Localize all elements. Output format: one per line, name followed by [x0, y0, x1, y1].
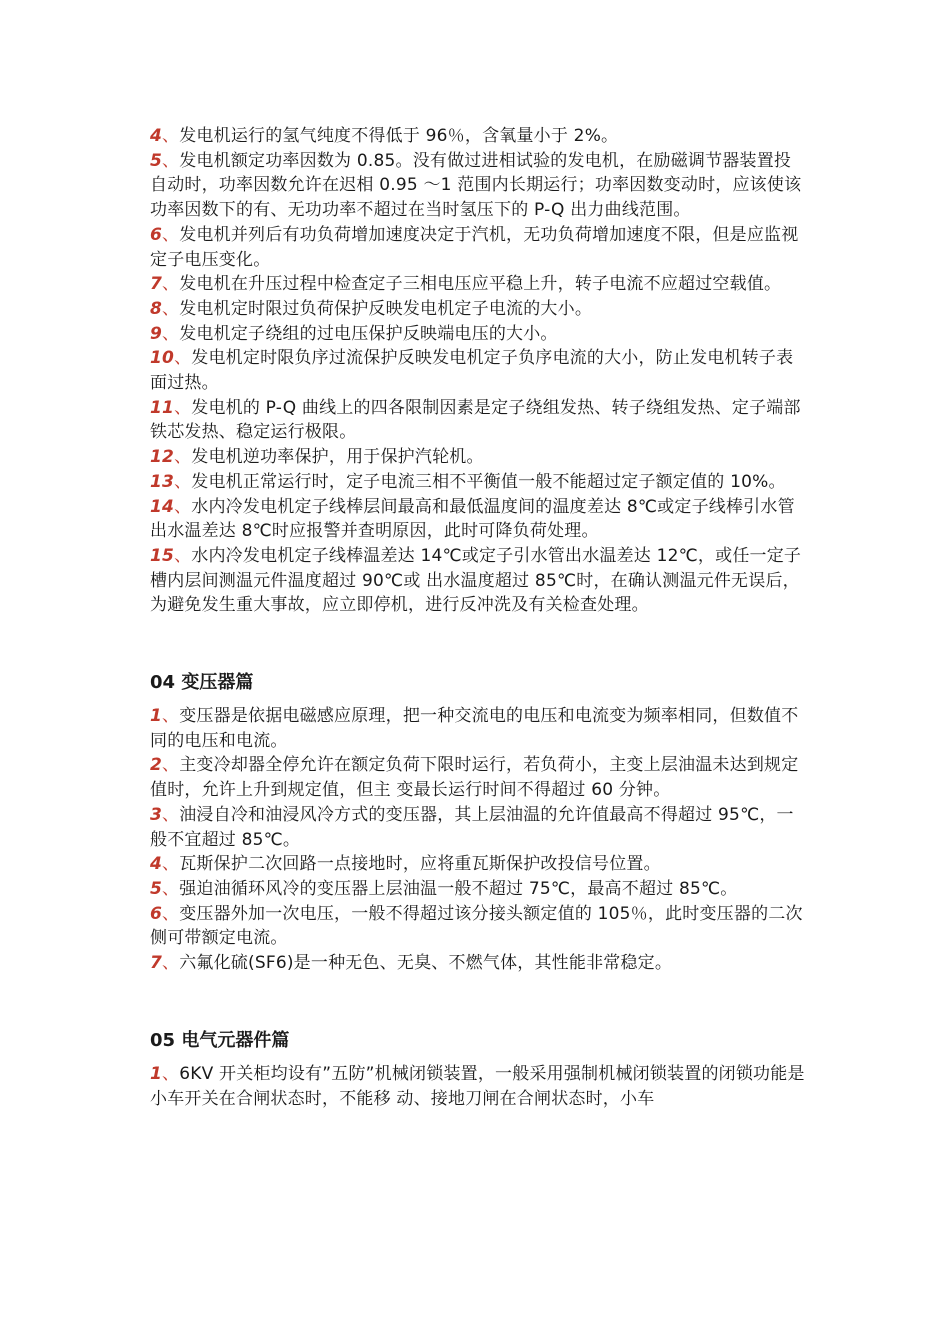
list-item — [150, 951, 805, 976]
list-item — [150, 495, 805, 544]
item-text: 水内冷发电机定子线棒层间最高和最低温度间的温度差达 8℃或定子线棒引水管出水温差达 8℃时应报警并查明原因，此时可降负荷处理。 — [150, 496, 795, 542]
item-number: 4 — [150, 854, 163, 875]
item-separator: 、 — [162, 298, 180, 319]
item-separator: 、 — [162, 878, 180, 899]
item-number: 15 — [150, 545, 175, 566]
item-number: 6 — [150, 903, 163, 924]
item-number: 13 — [150, 471, 175, 492]
list-item — [150, 704, 805, 753]
list-item — [150, 322, 805, 347]
item-text: 强迫油循环风冷的变压器上层油温一般不超过 75℃，最高不超过 85℃。 — [179, 878, 738, 899]
item-separator: 、 — [162, 150, 180, 171]
item-text: 发电机定时限负序过流保护反映发电机定子负序电流的大小，防止发电机转子表面过热。 — [150, 348, 794, 394]
item-number: 7 — [150, 274, 163, 295]
item-separator: 、 — [162, 755, 180, 776]
item-separator: 、 — [174, 447, 192, 468]
list-item — [150, 149, 805, 223]
item-separator: 、 — [162, 274, 180, 295]
list-item — [150, 1062, 805, 1111]
list-item — [150, 396, 805, 445]
item-number: 1 — [150, 706, 163, 727]
item-separator: 、 — [162, 323, 180, 344]
item-number: 11 — [150, 397, 175, 418]
item-number: 1 — [150, 1063, 163, 1084]
item-text: 发电机定时限过负荷保护反映发电机定子电流的大小。 — [179, 298, 593, 319]
item-number: 14 — [150, 496, 175, 517]
item-text: 油浸自冷和油浸风冷方式的变压器，其上层油温的允许值最高不得超过 95℃，一般不宜超过 85℃。 — [150, 804, 794, 850]
item-separator: 、 — [174, 545, 192, 566]
item-text: 发电机定子绕组的过电压保护反映端电压的大小。 — [179, 323, 558, 344]
item-separator: 、 — [162, 126, 180, 146]
item-separator: 、 — [162, 953, 180, 974]
transformer-section-list — [150, 704, 805, 976]
list-item — [150, 852, 805, 877]
list-item — [150, 470, 805, 495]
item-number: 12 — [150, 447, 175, 468]
electrical-components-section-title: 05 电气元器件篇 — [150, 1029, 290, 1051]
list-item — [150, 544, 805, 618]
item-text: 发电机的 P-Q 曲线上的四各限制因素是定子绕组发热、转子绕组发热、定子端部铁芯发热、稳定运行极限。 — [150, 397, 801, 443]
item-separator: 、 — [162, 903, 180, 924]
list-item — [150, 877, 805, 902]
item-separator: 、 — [174, 348, 192, 369]
list-item — [150, 902, 805, 951]
item-number: 9 — [150, 323, 163, 344]
item-text: 变压器外加一次电压，一般不得超过该分接头额定值的 105％，此时变压器的二次侧可带额定电流。 — [150, 903, 803, 949]
item-text: 发电机逆功率保护，用于保护汽轮机。 — [191, 447, 484, 468]
item-number: 3 — [150, 804, 163, 825]
item-separator: 、 — [174, 397, 192, 418]
item-text: 发电机并列后有功负荷增加速度决定于汽机，无功负荷增加速度不限，但是应监视定子电压变化。 — [150, 224, 799, 270]
item-number: 2 — [150, 755, 163, 776]
item-text: 发电机额定功率因数为 0.85。没有做过进相试验的发电机，在励磁调节器装置投自动时，功率因数允许在迟相 0.95 ～1 范围内长期运行；功率因数变动时，应该使该功率因数下的有、无功功率不超过在当时氢压下的 P-Q 出力曲线范围。 — [150, 150, 802, 221]
item-text: 变压器是依据电磁感应原理，把一种交流电的电压和电流变为频率相同，但数值不同的电压和电流。 — [150, 706, 799, 751]
item-number: 8 — [150, 298, 163, 319]
list-item — [150, 803, 805, 852]
item-number: 5 — [150, 150, 163, 171]
item-number: 4 — [150, 126, 163, 146]
item-number: 6 — [150, 224, 163, 245]
list-item — [150, 297, 805, 322]
generator-section-list — [150, 124, 805, 618]
item-text: 发电机正常运行时，定子电流三相不平衡值一般不能超过定子额定值的 10%。 — [191, 471, 786, 492]
item-text: 发电机运行的氢气纯度不得低于 96％，含氧量小于 2%。 — [179, 126, 619, 146]
list-item — [150, 272, 805, 297]
item-text: 水内冷发电机定子线棒温差达 14℃或定子引水管出水温差达 12℃，或任一定子槽内层间测温元件温度超过 90℃或 出水温度超过 85℃时，在确认测温元件无误后，为避免发生重大事故，应立即停机，进行反冲洗及有关检查处理。 — [150, 545, 802, 616]
item-separator: 、 — [174, 496, 192, 517]
list-item — [150, 223, 805, 272]
item-separator: 、 — [162, 854, 180, 875]
item-text: 主变冷却器全停允许在额定负荷下限时运行，若负荷小，主变上层油温未达到规定值时，允许上升到规定值，但主 变最长运行时间不得超过 60 分钟。 — [150, 755, 799, 801]
item-separator: 、 — [162, 706, 180, 727]
item-separator: 、 — [162, 804, 180, 825]
item-number: 5 — [150, 878, 163, 899]
item-text: 发电机在升压过程中检查定子三相电压应平稳上升，转子电流不应超过空载值。 — [179, 274, 782, 295]
item-separator: 、 — [162, 224, 180, 245]
list-item — [150, 124, 805, 149]
list-item — [150, 445, 805, 470]
list-item — [150, 346, 805, 395]
list-item — [150, 753, 805, 802]
document-content — [150, 124, 805, 1111]
electrical-components-section-list — [150, 1062, 805, 1111]
item-text: 6KV 开关柜均设有”五防”机械闭锁装置，一般采用强制机械闭锁装置的闭锁功能是小车开关在合闸状态时，不能移 动、接地刀闸在合闸状态时，小车 — [150, 1063, 805, 1109]
item-number: 7 — [150, 953, 163, 974]
item-text: 六氟化硫(SF6)是一种无色、无臭、不燃气体，其性能非常稳定。 — [179, 953, 673, 974]
item-text: 瓦斯保护二次回路一点接地时，应将重瓦斯保护改投信号位置。 — [179, 854, 661, 875]
transformer-section-title: 04 变压器篇 — [150, 672, 254, 694]
item-number: 10 — [150, 348, 175, 369]
item-separator: 、 — [174, 471, 192, 492]
item-separator: 、 — [162, 1063, 180, 1084]
